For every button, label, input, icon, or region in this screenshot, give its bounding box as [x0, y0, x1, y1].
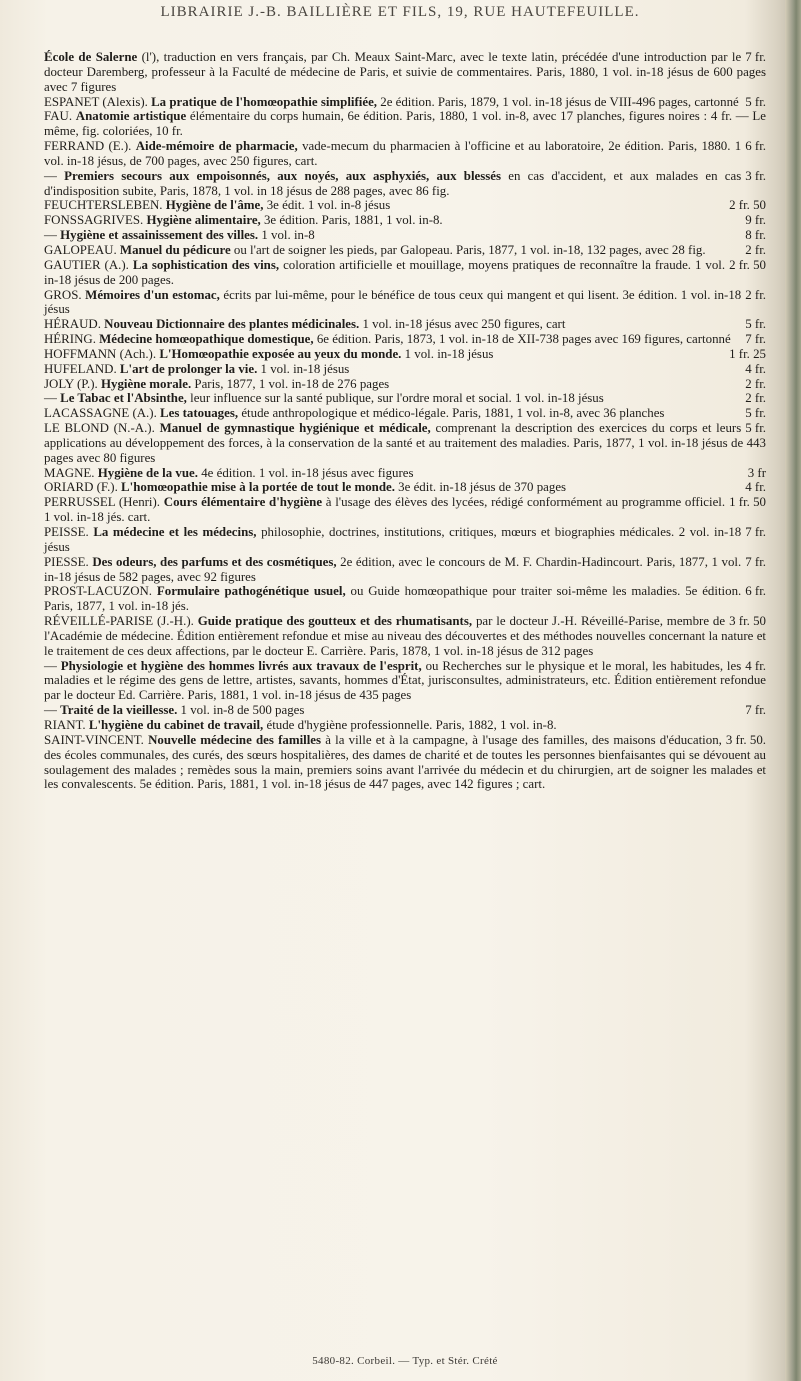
entry-price: 2 fr.	[745, 287, 766, 302]
entry-author: GALOPEAU.	[44, 242, 120, 257]
entry-author: HUFELAND.	[44, 361, 120, 376]
entry-description: étude anthropologique et médico-légale. Paris, 1881, 1 vol. in-8, avec 36 planches	[238, 406, 665, 421]
entry-author: —	[44, 658, 61, 673]
entry-price: 3 fr. 50	[729, 614, 766, 629]
entry-title: École de Salerne	[44, 50, 138, 64]
entry-title: Manuel de gymnastique hygiénique et médicale,	[159, 421, 431, 436]
catalog-entry	[44, 659, 766, 704]
entry-description: à la ville et à la campagne, à l'usage des familles, des maisons d'éducation, des écoles communales, des curés, des sœurs hospitalières, des dames de charité et de toutes les personnes bienfaisantes qui se dévouent au soulagement des malades ; remèdes sous la main, premiers soins avant l'arrivée du médecin et du chirurgien, art de soigner les malades et les convalescents. 5e édition. Paris, 1881, 1 vol. in-18 jésus de 447 pages, avec 142 figures ; cart.	[44, 732, 766, 792]
entry-author: FEUCHTERSLEBEN.	[44, 198, 166, 213]
entry-description: Paris, 1877, 1 vol. in-18 de 276 pages	[191, 376, 390, 391]
entry-title: Cours élémentaire d'hygiène	[163, 495, 323, 510]
catalog-entry	[44, 213, 766, 228]
entry-title: L'homœopathie mise à la portée de tout le monde.	[121, 480, 395, 495]
entry-description: élémentaire du corps humain, 6e édition. Paris, 1880, 1 vol. in-8, avec 17 planches, figures noires : 4 fr. — Le même, fig. coloriées, 10 fr.	[44, 109, 766, 139]
entry-author: —	[44, 168, 65, 183]
entry-title: Hygiène de la vue.	[97, 465, 198, 480]
entry-price: 7 fr.	[745, 703, 766, 718]
entry-author: PEISSE.	[44, 525, 94, 539]
entry-price: 2 fr.	[745, 376, 766, 391]
entry-price: 5 fr.	[745, 406, 766, 421]
entry-description: 3e édit. in-18 jésus de 370 pages	[394, 480, 567, 495]
catalog-entry	[44, 421, 766, 466]
entry-price: 3 fr	[747, 465, 766, 480]
entry-description: étude d'hygiène professionnelle. Paris, 1882, 1 vol. in-8.	[263, 717, 557, 732]
entry-title: Guide pratique des goutteux et des rhumatisants,	[197, 614, 473, 629]
entry-title: Le Tabac et l'Absinthe,	[60, 391, 187, 406]
catalog-entry	[44, 347, 766, 362]
entry-author: FAU.	[44, 109, 76, 124]
entry-author: GAUTIER (A.).	[44, 257, 133, 272]
catalog-entry	[44, 718, 766, 733]
entry-author: PERRUSSEL (Henri).	[44, 495, 164, 510]
entry-price: 5 fr.	[745, 317, 766, 332]
entry-author: GROS.	[44, 287, 86, 302]
entry-author: RIANT.	[44, 717, 89, 732]
entry-title: Physiologie et hygiène des hommes livrés aux travaux de l'esprit,	[60, 658, 422, 673]
entry-description: 2e édition. Paris, 1879, 1 vol. in-18 jésus de VIII-496 pages, cartonné	[377, 94, 739, 109]
entry-title: L'hygiène du cabinet de travail,	[88, 717, 264, 732]
entry-description: comprenant la description des exercices du corps et leurs applications au développement des forces, à la conservation de la santé et au traitement des maladies. Paris, 1877, 1 vol. in-18 jésus de 443 pages avec 80 figures	[44, 421, 766, 465]
entry-price: 2 fr.	[745, 242, 766, 257]
catalog-entry	[44, 614, 766, 659]
catalog-entry	[44, 95, 766, 110]
catalog-entry	[44, 228, 766, 243]
catalog-entry	[44, 703, 766, 718]
entry-price: 7 fr.	[745, 50, 766, 64]
entry-title: La médecine et les médecins,	[93, 525, 257, 539]
entry-description: par le docteur J.-H. Réveillé-Parise, membre de l'Académie de médecine. Édition entièrement refondue et mise au niveau des découvertes et des méthodes nouvelles concernant la nature et le traitement de ces deux affections, par le docteur E. Carrière. Paris, 1878, 1 vol. in-18 jésus de 312 pages	[44, 614, 766, 658]
entry-price: 7 fr.	[745, 332, 766, 347]
entry-title: Hygiène et assainissement des villes.	[60, 228, 259, 243]
entry-description: ou Recherches sur le physique et le moral, les habitudes, les maladies et le régime des gens de lettre, artistes, savants, hommes d'État, jurisconsultes, administrateurs, etc. Édition entièrement refondue par le docteur Ed. Carrière. Paris, 1881, 1 vol. in-18 jésus de 435 pages	[44, 658, 766, 703]
entry-title: Manuel du pédicure	[119, 242, 231, 257]
catalog-entry	[44, 406, 766, 421]
entry-title: L'art de prolonger la vie.	[119, 361, 258, 376]
entry-title: Mémoires d'un estomac,	[85, 287, 220, 302]
catalog-entry	[44, 495, 766, 525]
entry-description: 4e édition. 1 vol. in-18 jésus avec figures	[197, 465, 414, 480]
entry-description: 2e édition, avec le concours de M. F. Chardin-Hadincourt. Paris, 1877, 1 vol. in-18 jésus de 582 pages, avec 92 figures	[44, 554, 742, 584]
catalog-entry	[44, 198, 766, 213]
entry-price: 1 fr. 25	[729, 346, 766, 361]
catalog-entry	[44, 362, 766, 377]
entry-price: 5 fr.	[745, 421, 766, 436]
catalog-entry	[44, 733, 766, 792]
entry-price: 7 fr.	[745, 525, 766, 539]
catalog-entry	[44, 391, 766, 406]
entry-price: 2 fr. 50	[729, 198, 766, 213]
catalog-entry	[44, 243, 766, 258]
entry-price: 2 fr.	[745, 391, 766, 406]
catalog-entry	[44, 288, 766, 318]
entry-description: en cas d'accident, et aux malades en cas d'indisposition subite, Paris, 1878, 1 vol. in 18 jésus de 288 pages, avec 86 fig.	[44, 168, 742, 198]
entry-description: 3e édit. 1 vol. in-8 jésus	[263, 198, 391, 213]
catalog-entry	[44, 584, 766, 614]
entry-title: Hygiène morale.	[100, 376, 192, 391]
catalog-entry	[44, 317, 766, 332]
entry-description: (l'), traduction en vers français, par Ch. Meaux Saint-Marc, avec le texte latin, précédée d'une introduction par le docteur Daremberg, professeur à la Faculté de médecine de Paris, et suivie de commentaires. Paris, 1880, 1 vol. in-18 jésus de 600 pages avec 7 figures	[44, 50, 766, 94]
entry-author: LE BLOND (N.-A.).	[44, 421, 160, 436]
catalog-entry	[44, 139, 766, 169]
entry-author: SAINT-VINCENT.	[44, 732, 149, 747]
entry-author: ESPANET (Alexis).	[44, 94, 152, 109]
catalog-entry	[44, 50, 766, 95]
entry-title: Traité de la vieillesse.	[60, 703, 178, 718]
entry-title: Médecine homœopathique domestique,	[99, 332, 314, 347]
entry-description: leur influence sur la santé publique, sur l'ordre moral et social. 1 vol. in-18 jésus	[186, 391, 604, 406]
catalog-entry	[44, 109, 766, 139]
entry-title: La pratique de l'homœopathie simplifiée,	[151, 94, 378, 109]
entry-author: PROST-LACUZON.	[44, 584, 157, 599]
entry-title: L'Homœopathie exposée au yeux du monde.	[159, 346, 402, 361]
entry-author: —	[44, 391, 61, 406]
entry-description: écrits par lui-même, pour le bénéfice de tous ceux qui mangent et qui lisent. 3e édition. 1 vol. in-18 jésus	[44, 287, 742, 317]
entry-title: Premiers secours aux empoisonnés, aux noyés, aux asphyxiés, aux blessés	[64, 168, 502, 183]
entry-title: Hygiène alimentaire,	[146, 213, 261, 228]
entry-author: LACASSAGNE (A.).	[44, 406, 161, 421]
catalog-entry	[44, 377, 766, 392]
entry-title: Hygiène de l'âme,	[165, 198, 264, 213]
entry-author: —	[44, 228, 61, 243]
entry-title: Les tatouages,	[160, 406, 239, 421]
running-header: LIBRAIRIE J.-B. BAILLIÈRE ET FILS, 19, RUE HAUTEFEUILLE.	[160, 4, 640, 20]
entry-price: 2 fr. 50	[729, 257, 766, 272]
entry-price: 6 fr.	[745, 139, 766, 154]
entry-price: 4 fr.	[745, 361, 766, 376]
entry-price: 3 fr. 50.	[725, 732, 766, 747]
catalog-entry	[44, 332, 766, 347]
entry-author: HOFFMANN (Ach.).	[44, 346, 160, 361]
catalog-entry	[44, 258, 766, 288]
entry-author: FONSSAGRIVES.	[44, 213, 147, 228]
entry-author: FERRAND (E.).	[44, 139, 136, 154]
entry-description: philosophie, doctrines, institutions, critiques, mœurs et biographies médicales. 2 vol. in-18 jésus	[44, 525, 742, 554]
catalog-entry	[44, 169, 766, 199]
entry-price: 9 fr.	[745, 213, 766, 228]
entry-title: Anatomie artistique	[75, 109, 187, 124]
entry-price: 6 fr.	[745, 584, 766, 599]
entry-description: à l'usage des élèves des lycées, rédigé conformément au programme officiel. 1 vol. in-18 jés. cart.	[44, 495, 726, 525]
entry-description: 1 vol. in-8 de 500 pages	[177, 703, 305, 718]
entry-title: La sophistication des vins,	[132, 257, 280, 272]
printer-imprint: 5480-82. Corbeil. — Typ. et Stér. Crété	[312, 1355, 498, 1367]
entry-price: 8 fr.	[745, 228, 766, 243]
entry-price: 7 fr.	[745, 554, 766, 569]
entry-price: 5 fr.	[745, 94, 766, 109]
entry-description: 1 vol. in-18 jésus	[401, 346, 494, 361]
entry-title: Aide-mémoire de pharmacie,	[135, 139, 298, 154]
entry-author: HÉRING.	[44, 332, 100, 347]
entry-description: 1 vol. in-18 jésus	[257, 361, 350, 376]
entry-description: 1 vol. in-18 jésus avec 250 figures, cart	[359, 317, 566, 332]
entry-title: Nouvelle médecine des familles	[148, 732, 322, 747]
entry-title: Formulaire pathogénétique usuel,	[156, 584, 346, 599]
entry-author: RÉVEILLÉ-PARISE (J.-H.).	[44, 614, 198, 629]
catalog-entries	[44, 50, 766, 792]
entry-price: 4 fr.	[745, 658, 766, 673]
entry-description: vade-mecum du pharmacien à l'officine et au laboratoire, 2e édition. Paris, 1880. 1 vol. in-18 jésus, de 700 pages, avec 250 figures, cart.	[44, 139, 742, 168]
entry-description: ou l'art de soigner les pieds, par Galopeau. Paris, 1877, 1 vol. in-18, 132 pages, avec 28 fig.	[230, 242, 706, 257]
entry-description: 3e édition. Paris, 1881, 1 vol. in-8.	[260, 213, 443, 228]
entry-price: 1 fr. 50	[729, 495, 766, 510]
entry-description: ou Guide homœopathique pour traiter soi-même les maladies. 5e édition. Paris, 1877, 1 vol. in-18 jés.	[44, 584, 742, 614]
entry-title: Nouveau Dictionnaire des plantes médicinales.	[104, 317, 360, 332]
entry-author: JOLY (P.).	[44, 376, 101, 391]
entry-author: ORIARD (F.).	[44, 480, 122, 495]
entry-title: Des odeurs, des parfums et des cosmétiques,	[92, 554, 337, 569]
entry-author: PIESSE.	[44, 554, 93, 569]
catalog-entry	[44, 466, 766, 481]
catalog-entry	[44, 525, 766, 555]
entry-description: 1 vol. in-8	[258, 228, 315, 243]
entry-price: 3 fr.	[745, 168, 766, 183]
catalog-entry	[44, 555, 766, 585]
page-edge	[785, 0, 801, 1381]
entry-author: HÉRAUD.	[44, 317, 105, 332]
entry-price: 4 fr.	[745, 480, 766, 495]
entry-author: —	[44, 703, 61, 718]
entry-description: 6e édition. Paris, 1873, 1 vol. in-18 de XII-738 pages avec 169 figures, cartonné	[313, 332, 731, 347]
entry-description: coloration artificielle et mouillage, moyens pratiques de reconnaître la fraude. 1 vol. in-18 jésus de 200 pages.	[44, 257, 726, 287]
catalog-entry	[44, 480, 766, 495]
entry-author: MAGNE.	[44, 465, 98, 480]
